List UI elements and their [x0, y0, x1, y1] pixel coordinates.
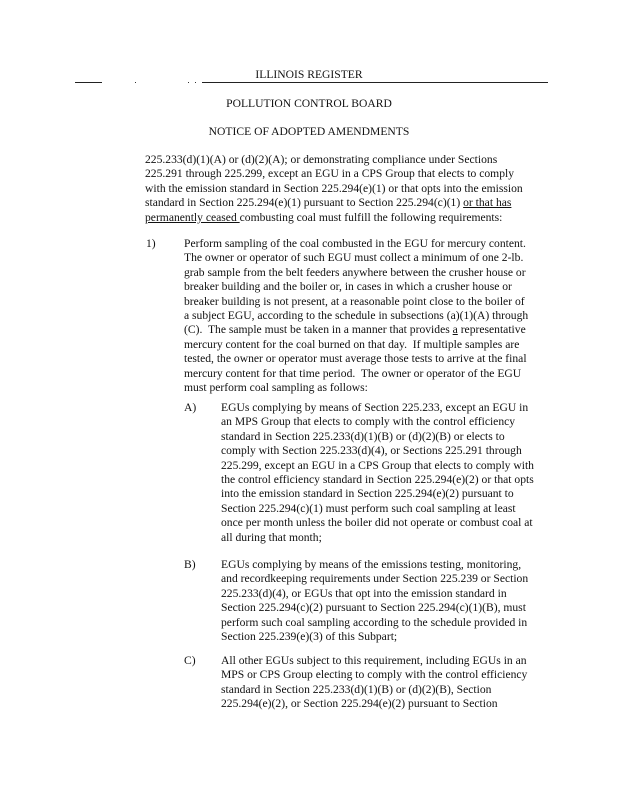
text-segment: The owner or operator of such EGU must collect a minimum of one 2-lb. [184, 251, 524, 265]
text-line [184, 323, 528, 337]
text-segment: standard in Section 225.294(e)(1) pursuant to Section 225.294(c)(1) [145, 196, 464, 210]
text-line [184, 367, 528, 381]
text-segment: comply with Section 225.233(d)(4), or Sections 225.291 through [221, 444, 522, 458]
text-segment: an MPS Group that elects to comply with the control efficiency [221, 415, 516, 429]
text-line [184, 338, 528, 352]
header-rule [202, 82, 548, 83]
text-line [221, 630, 528, 644]
text-segment: MPS or CPS Group electing to comply with the control efficiency [221, 668, 528, 682]
text-segment: combusting coal must fulfill the following requirements: [239, 210, 503, 224]
text-segment: 225.299, except an EGU in a CPS Group that elects to comply with [221, 458, 534, 472]
text-segment: tested, the owner or operator must average those tests to arrive at the final [184, 352, 527, 366]
text-line [221, 531, 534, 545]
underlined-insertion: or that has [463, 196, 512, 210]
text-line [184, 295, 528, 309]
item-1-label: 1) [146, 237, 156, 250]
sub-b-text [221, 558, 528, 644]
text-line [221, 616, 528, 630]
text-segment: with the emission standard in Section 225.294(e)(1) or that opts into the emission [145, 181, 523, 195]
text-line [221, 502, 534, 516]
text-segment: 225.233(d)(1)(A) or (d)(2)(A); or demonstrating compliance under Sections [145, 153, 498, 166]
text-line [145, 153, 523, 167]
text-line [221, 444, 534, 458]
sub-b-label: B) [184, 558, 196, 571]
board-title: POLLUTION CONTROL BOARD [226, 97, 392, 110]
text-line [221, 430, 534, 444]
text-line [184, 309, 528, 323]
header-dot [135, 82, 136, 83]
text-segment: 225.291 through 225.299, except an EGU in a CPS Group that elects to comply [145, 167, 515, 181]
text-line [184, 237, 528, 251]
text-segment: once per month unless the boiler did not operate or combust coal at [221, 516, 533, 530]
text-segment: and recordkeeping requirements under Section 225.239 or Section [221, 572, 529, 586]
text-line [184, 251, 528, 265]
text-segment: all during that month; [221, 530, 322, 544]
text-line [221, 587, 528, 601]
notice-title: NOTICE OF ADOPTED AMENDMENTS [208, 125, 410, 138]
text-segment: the control efficiency standard in Section 225.294(e)(2) or that opts [221, 473, 534, 487]
text-line [221, 558, 528, 572]
text-segment: Section 225.294(c)(2) pursuant to Section 225.294(c)(1)(B), must [221, 601, 526, 615]
sub-c-label: C) [184, 654, 196, 667]
sub-c-text [221, 654, 527, 712]
text-line [221, 415, 534, 429]
header-dot [195, 82, 196, 83]
text-segment: 225.294(e)(2), or Section 225.294(e)(2) pursuant to Section [221, 697, 498, 711]
text-line [145, 167, 523, 181]
text-line [221, 473, 534, 487]
sub-a-label: A) [184, 401, 197, 414]
text-segment: 225.233(d)(4), or EGUs that opt into the emission standard in [221, 586, 507, 600]
text-segment: breaker building is not present, at a reasonable point close to the boiler of [184, 294, 525, 308]
text-line [221, 601, 528, 615]
text-line [221, 668, 527, 682]
text-segment: EGUs complying by means of Section 225.233, except an EGU in [221, 401, 529, 414]
text-line [145, 182, 523, 196]
text-segment: mercury content for that time period. The owner or operator of the EGU [184, 366, 522, 380]
text-segment: representative [457, 323, 526, 337]
text-segment: must perform coal sampling as follows: [184, 381, 368, 395]
text-segment: Perform sampling of the coal combusted in the EGU for mercury content. [184, 237, 526, 250]
text-line [184, 381, 528, 395]
text-segment: Section 225.239(e)(3) of this Subpart; [221, 630, 398, 644]
text-segment: (C). The sample must be taken in a manner that provides [184, 323, 453, 337]
text-line [184, 266, 528, 280]
register-title: ILLINOIS REGISTER [255, 68, 363, 81]
sub-a-text [221, 401, 534, 545]
item-1-text [184, 237, 528, 395]
text-segment: grab sample from the belt feeders anywhere between the crusher house or [184, 265, 526, 279]
text-line [221, 654, 527, 668]
text-segment: into the emission standard in Section 225.294(e)(2) pursuant to [221, 487, 514, 501]
text-line [184, 352, 528, 366]
text-line [221, 487, 534, 501]
text-line [221, 697, 527, 711]
text-line [221, 683, 527, 697]
underlined-insertion: a [452, 323, 458, 337]
text-segment: breaker building and the boiler or, in cases in which a crusher house or [184, 280, 512, 294]
text-line [184, 280, 528, 294]
text-segment: EGUs complying by means of the emissions testing, monitoring, [221, 558, 522, 571]
text-line [221, 572, 528, 586]
text-segment: standard in Section 225.233(d)(1)(B) or (d)(2)(B) or elects to [221, 429, 505, 443]
header-dot [188, 82, 189, 83]
text-line [221, 459, 534, 473]
text-segment: a subject EGU, according to the schedule in subsections (a)(1)(A) through [184, 309, 529, 323]
text-segment: mercury content for the coal burned on that day. If multiple samples are [184, 337, 520, 351]
text-line [221, 516, 534, 530]
text-line [145, 196, 523, 210]
underlined-insertion: permanently ceased [145, 210, 240, 224]
intro-paragraph [145, 153, 523, 225]
text-line [145, 211, 523, 225]
text-segment: perform such coal sampling according to the schedule provided in [221, 615, 528, 629]
text-segment: All other EGUs subject to this requirement, including EGUs in an [221, 654, 527, 667]
text-segment: standard in Section 225.233(d)(1)(B) or (d)(2)(B), Section [221, 682, 492, 696]
header-rule-left [75, 82, 102, 83]
text-line [221, 401, 534, 415]
text-segment: Section 225.294(c)(1) must perform such coal sampling at least [221, 501, 516, 515]
